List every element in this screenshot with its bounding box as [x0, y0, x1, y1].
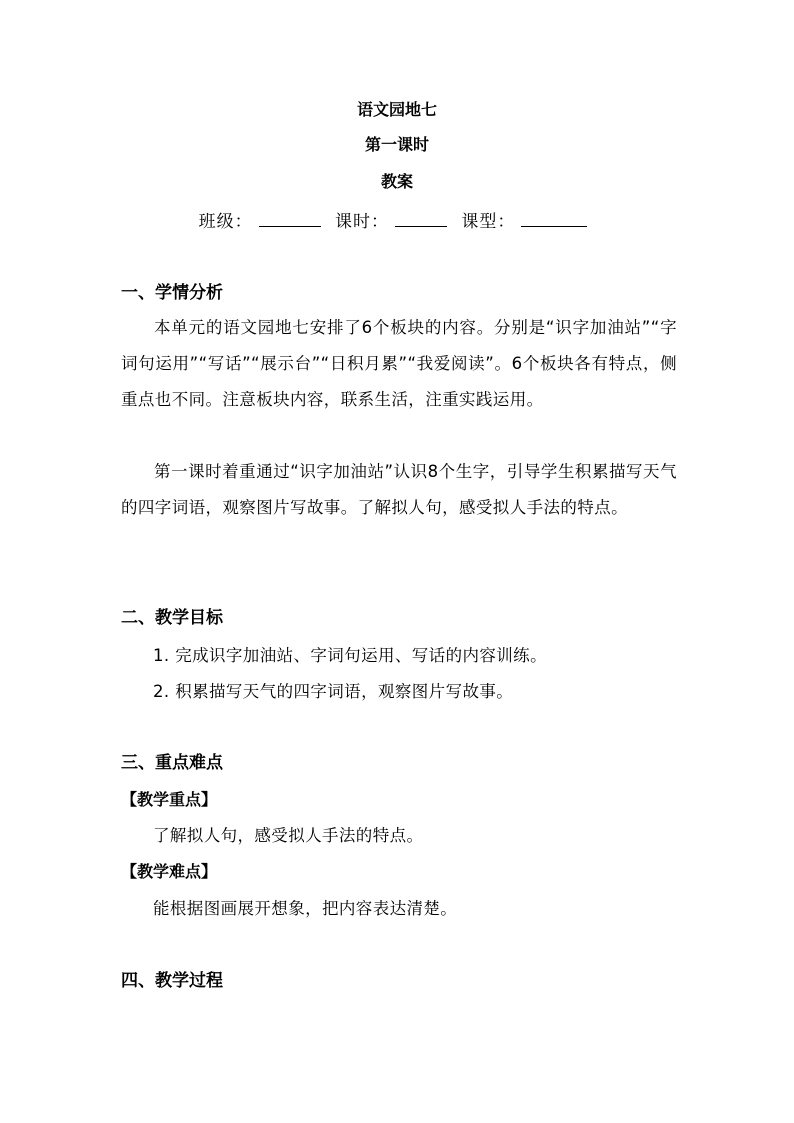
document-type: 教案 — [380, 172, 413, 191]
section-heading-process: 四、教学过程 — [121, 971, 223, 991]
type-blank — [521, 210, 587, 227]
class-label: 班级： — [198, 212, 253, 232]
key-point-text: 了解拟人句，感受拟人手法的特点。 — [153, 826, 424, 845]
document-title: 语文园地七 — [356, 100, 437, 119]
objective-item-2: 2. 积累描写天气的四字词语，观察图片写故事。 — [153, 682, 514, 701]
analysis-paragraph-2: 第一课时着重通过“识字加油站”认识8个生字，引导学生积累描写天气的四字词语，观察图片写故事。了解拟人句，感受拟人手法的特点。 — [121, 462, 677, 517]
difficulty-label: 【教学难点】 — [121, 862, 218, 881]
analysis-paragraph-1: 本单元的语文园地七安排了6个板块的内容。分别是“识字加油站”“字词句运用”“写话”“展示台”“日积月累”“我爱阅读”。6个板块各有特点，侧重点也不同。注意板块内容，联系生活，注重实践运用。 — [121, 318, 677, 409]
type-label: 课型： — [461, 212, 516, 232]
key-point-label: 【教学重点】 — [121, 790, 218, 809]
class-blank — [259, 210, 321, 227]
section-heading-analysis: 一、学情分析 — [121, 283, 223, 303]
difficulty-text: 能根据图画展开想象，把内容表达清楚。 — [153, 899, 458, 918]
period-blank — [395, 210, 447, 227]
section-heading-objectives: 二、教学目标 — [121, 608, 223, 628]
objective-item-1: 1. 完成识字加油站、字词句运用、写话的内容训练。 — [153, 646, 547, 665]
period-label: 课时： — [335, 212, 389, 232]
info-row — [0, 210, 794, 233]
document-subtitle: 第一课时 — [364, 135, 429, 154]
section-heading-key-points: 三、重点难点 — [121, 753, 223, 773]
